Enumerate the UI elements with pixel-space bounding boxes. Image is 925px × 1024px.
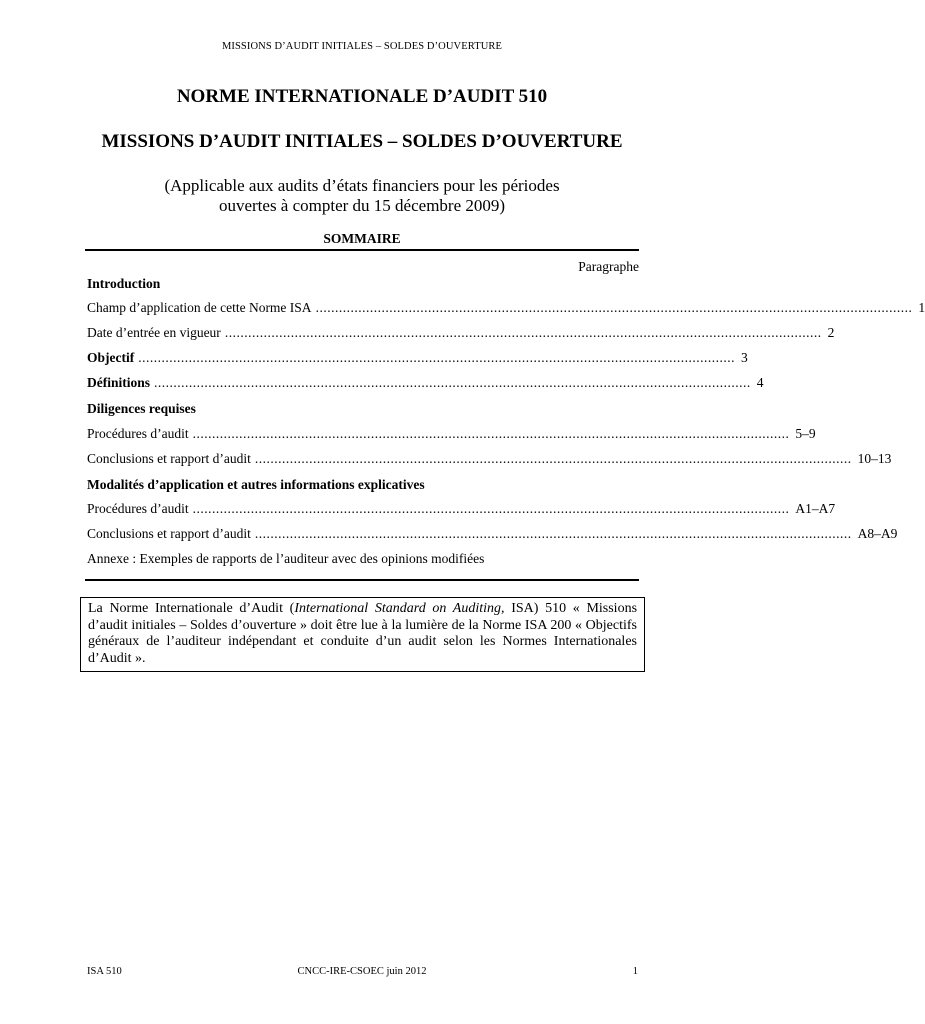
toc-entry-label: Objectif: [87, 350, 135, 365]
toc-entry-page: 3: [740, 350, 748, 365]
applicability-line-1: (Applicable aux audits d’états financiers pour les périodes: [164, 176, 560, 195]
toc-entry-page: 5–9: [795, 426, 816, 441]
toc-leader-dots: ..........................................................................................................................................................: [254, 526, 852, 541]
toc-entry-page: 10–13: [857, 451, 892, 466]
notice-text-part1: La Norme Internationale d’Audit (: [88, 601, 295, 616]
toc-section-introduction: Introduction: [87, 276, 161, 291]
toc-entry-annex[interactable]: Annexe : Exemples de rapports de l’auditeur avec des opinions modifiées: [87, 551, 485, 566]
toc-entry-champ[interactable]: [87, 300, 925, 318]
toc-entry-date[interactable]: [87, 325, 835, 343]
toc-entry-page: A1–A7: [795, 501, 836, 516]
toc-heading: SOMMAIRE: [323, 231, 401, 246]
toc-entry-definitions[interactable]: [87, 375, 764, 393]
toc-entry-objectif[interactable]: [87, 350, 748, 368]
toc-entry-label: Définitions: [87, 375, 151, 390]
applicability-note: [0, 176, 724, 216]
toc-entry-procedures[interactable]: [87, 426, 816, 444]
toc-leader-dots: ..........................................................................................................................................................: [154, 375, 751, 390]
toc-leader-dots: ..........................................................................................................................................................: [138, 350, 735, 365]
toc-leader-dots: ..........................................................................................................................................................: [254, 451, 852, 466]
toc-entry-label: Procédures d’audit: [87, 501, 189, 516]
standard-title: NORME INTERNATIONALE D’AUDIT 510: [176, 86, 548, 107]
standard-subtitle: MISSIONS D’AUDIT INITIALES – SOLDES D’OUVERTURE: [101, 131, 623, 152]
footer-page-number: 1: [632, 966, 638, 977]
toc-entry-page: 1: [918, 300, 925, 315]
toc-entry-label: Conclusions et rapport d’audit: [87, 526, 251, 541]
toc-entry-label: Champ d’application de cette Norme ISA: [87, 300, 312, 315]
running-header: MISSIONS D’AUDIT INITIALES – SOLDES D’OUVERTURE: [221, 41, 503, 52]
toc-leader-dots: ..........................................................................................................................................................: [315, 300, 913, 315]
reading-notice-box: [80, 597, 645, 672]
toc-entry-page: 4: [756, 375, 764, 390]
footer-standard-ref: ISA 510: [87, 966, 122, 977]
toc-entry-page: A8–A9: [857, 526, 898, 541]
footer-publisher: CNCC-IRE-CSOEC juin 2012: [297, 966, 427, 977]
toc-entry-page: 2: [827, 325, 835, 340]
toc-section-modalites: Modalités d’application et autres informations explicatives: [87, 477, 425, 492]
toc-entry-conclusions-app[interactable]: [87, 526, 898, 544]
notice-text-part2: , ISA) 510 « Missions d’audit initiales – Soldes d’ouverture » doit être lue à la lumière de la Norme ISA 200 « Objectifs généraux de l’auditeur indépendant et conduite d’un audit selon les Normes Internationales d’Audit ».: [88, 601, 638, 666]
toc-entry-label: Procédures d’audit: [87, 426, 189, 441]
toc-entry-procedures-app[interactable]: [87, 501, 836, 519]
applicability-line-2: ouvertes à compter du 15 décembre 2009): [218, 196, 506, 215]
notice-text-italic: International Standard on Auditing: [294, 601, 502, 616]
toc-leader-dots: ..........................................................................................................................................................: [192, 501, 790, 516]
toc-top-rule: [85, 249, 639, 251]
toc-entry-label: Date d’entrée en vigueur: [87, 325, 221, 340]
toc-section-diligences: Diligences requises: [87, 401, 196, 416]
toc-entry-label: Conclusions et rapport d’audit: [87, 451, 251, 466]
toc-leader-dots: ..........................................................................................................................................................: [192, 426, 790, 441]
toc-entry-conclusions[interactable]: [87, 451, 892, 469]
toc-leader-dots: ..........................................................................................................................................................: [224, 325, 822, 340]
paragraph-column-label: Paragraphe: [578, 259, 639, 274]
toc-bottom-rule: [85, 579, 639, 581]
